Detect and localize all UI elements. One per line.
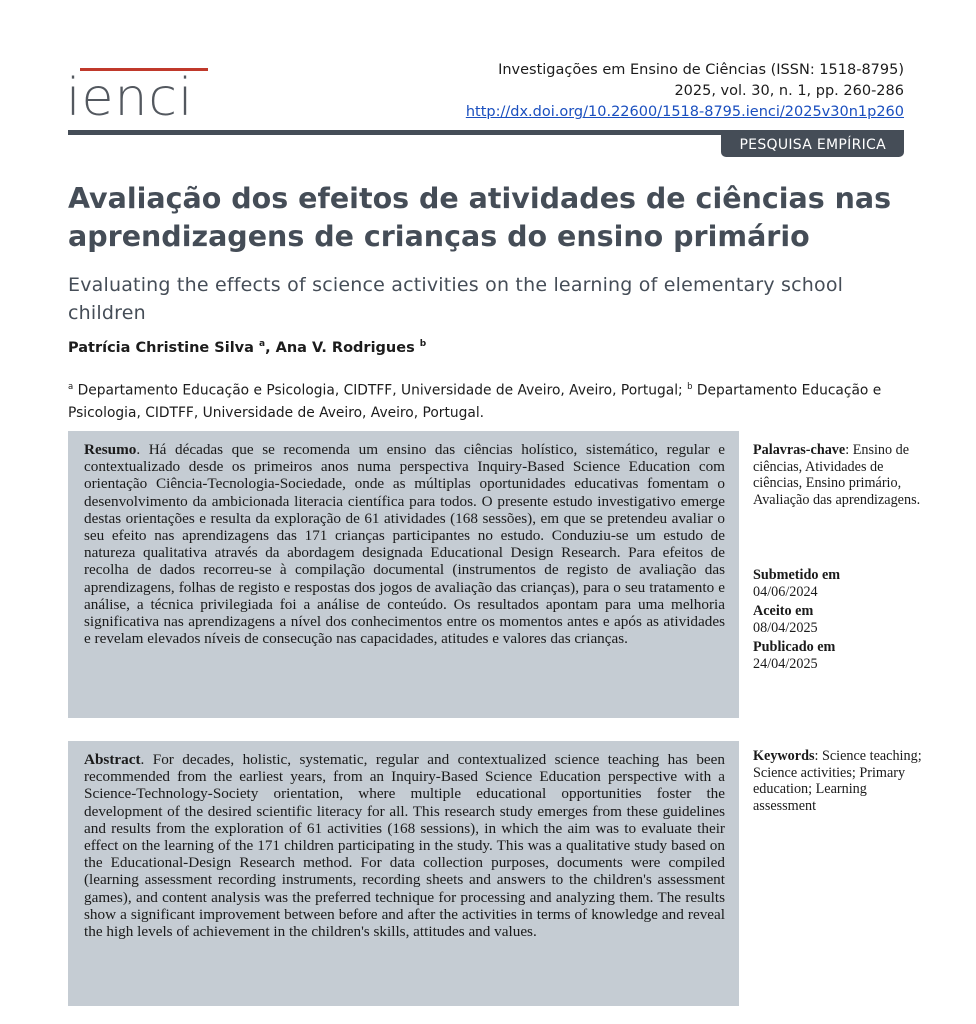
journal-issue: 2025, vol. 30, n. 1, pp. 260-286 bbox=[674, 83, 904, 99]
submitted-date: 04/06/2024 bbox=[753, 583, 818, 600]
keywords bbox=[753, 748, 923, 814]
published-label: Publicado em bbox=[753, 639, 836, 656]
published-date: 24/04/2025 bbox=[753, 655, 818, 672]
affiliation-mark: b bbox=[687, 382, 693, 392]
resumo-label: Resumo bbox=[84, 441, 137, 458]
journal-name: Investigações em Ensino de Ciências (ISSN: 1518-8795) bbox=[498, 62, 904, 78]
abstract-text: . For decades, holistic, systematic, regular and contextualized science teaching has been recommended from the earliest years, from an Inquiry-Based Science Education perspective with a Science-Technology-Society orientation, where multiple educational opportunities foster the development of the desired scientific literacy for all. This research study emerges from these guidelines and results from the exploration of 61 activities (168 sessions), in which the aim was to evaluate their effect on the learning of the 171 children participating in the study. This was a qualitative study based on the Educational-Design Research method. For data collection purposes, documents were compiled (learning assessment recording instruments, recording sheets and answers to the children's assessment games), and content analysis was the preferred technique for processing and analyzing them. The results show a significant improvement between before and after the activities in terms of knowledge and reveal the high levels of achievement in the children's skills, attitudes and values. bbox=[84, 751, 725, 941]
abstract-box bbox=[68, 741, 739, 1006]
keywords-label: Keywords bbox=[753, 748, 815, 764]
palavras-chave-text: : Ensino de ciências, Atividades de ciências, Ensino primário, Avaliação das aprendizagens. bbox=[753, 442, 921, 508]
resumo-text: . Há décadas que se recomenda um ensino das ciências holístico, sistemático, regular e contextualizado desde os primeiros anos numa perspectiva Inquiry-Based Science Education com orientação Ciência-Tecnologia-Sociedade, onde as múltiplas oportunidades educativas fomentam o desenvolvimento da ambicionada literacia científica para todos. O presente estudo investigativo emerge destas orientações e resulta da exploração de 61 atividades (168 sessões), em que se pretendeu avaliar o seu efeito nas aprendizagens das 171 crianças participantes no estudo. Conduziu-se um estudo de natureza qualitativa através da abordagem designada Educational Design Research. Para efeitos de recolha de dados recorreu-se à compilação documental (instrumentos de registo de avaliação das aprendizagens, folhas de registo e respostas dos jogos de avaliação das crianças), para o seu tratamento e análise, a técnica privilegiada foi a análise de conteúdo. Os resultados apontam para uma melhoria significativa nas aprendizagens a nível dos conhecimentos entre os momentos antes e após as atividades e revelam elevados níveis de consecução nas capacidades, atitudes e valores das crianças. bbox=[84, 441, 725, 648]
affiliation-mark: a bbox=[258, 339, 266, 349]
doi-link[interactable]: http://dx.doi.org/10.22600/1518-8795.ienci/2025v30n1p260 bbox=[465, 104, 904, 120]
submitted-label: Submetido em bbox=[753, 567, 841, 583]
logo-text: ienci bbox=[66, 68, 194, 128]
author-name: Patrícia Christine Silva bbox=[68, 339, 254, 356]
affiliations bbox=[68, 376, 910, 424]
palavras-chave-label: Palavras-chave bbox=[753, 442, 846, 458]
affiliation-text: Departamento Educação e Psicologia, CIDTFF, Universidade de Aveiro, Aveiro, Portugal. bbox=[68, 382, 882, 421]
article-title: Avaliação dos efeitos de atividades de ciências nas aprendizagens de crianças do ensino primário bbox=[68, 182, 892, 253]
palavras-chave bbox=[753, 442, 923, 508]
keywords-text: : Science teaching; Science activities; Primary education; Learning assessment bbox=[753, 748, 922, 814]
affiliation-text: Departamento Educação e Psicologia, CIDTFF, Universidade de Aveiro, Aveiro, Portugal; bbox=[73, 382, 688, 399]
article-subtitle: Evaluating the effects of science activities on the learning of elementary school children bbox=[68, 274, 844, 324]
section-tag: PESQUISA EMPÍRICA bbox=[721, 133, 904, 157]
affiliation-mark: b bbox=[419, 339, 427, 349]
accepted-label: Aceito em bbox=[753, 603, 814, 620]
article-dates bbox=[753, 567, 923, 676]
abstract-label: Abstract bbox=[84, 751, 141, 768]
affiliation-mark: a bbox=[68, 382, 74, 392]
journal-logo bbox=[66, 60, 216, 126]
author-separator: , bbox=[265, 339, 276, 356]
resumo-box bbox=[68, 431, 739, 718]
author-list bbox=[68, 339, 426, 356]
author-name: Ana V. Rodrigues bbox=[275, 339, 415, 356]
journal-info bbox=[466, 60, 904, 123]
accepted-date: 08/04/2025 bbox=[753, 619, 818, 636]
